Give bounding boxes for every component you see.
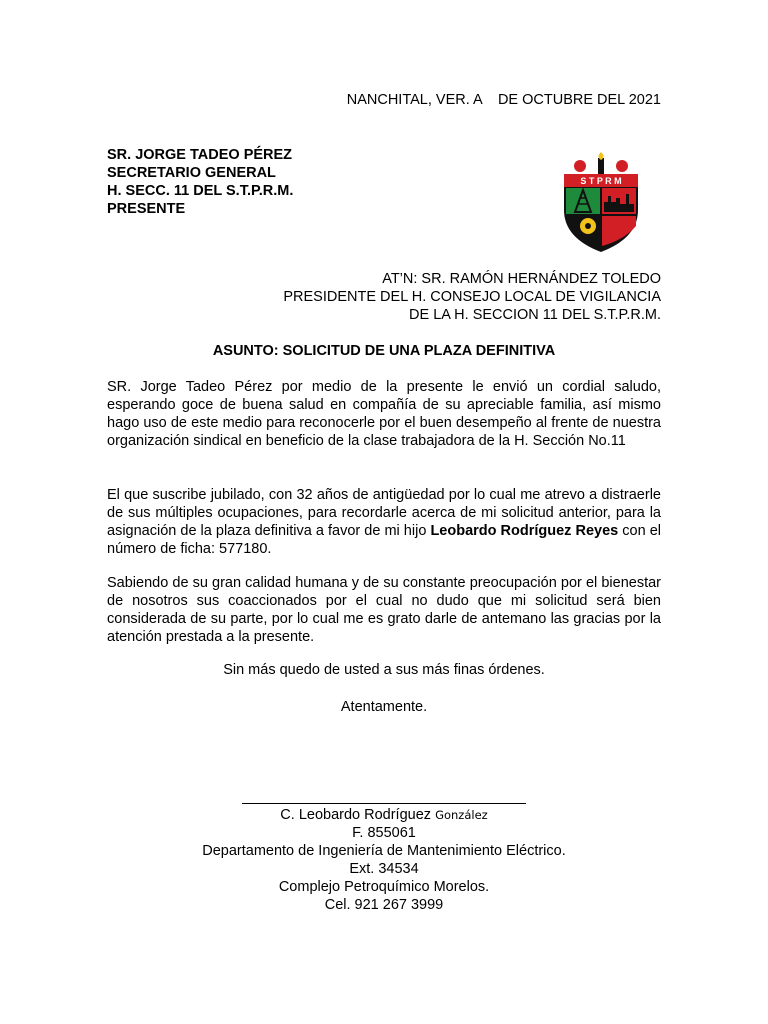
addressee-block bbox=[107, 146, 293, 218]
signature-block bbox=[0, 806, 768, 914]
paragraph-2-text: El que suscribe jubilado, con 32 años de antigüedad por lo cual me atrevo a distraerle de sus múltiples ocupaciones, para recordarle acerca de mi solicitud anterior, para la asignación de la plaza definitiva a favor de mi hijo bbox=[107, 487, 661, 539]
addressee-name: SR. JORGE TADEO PÉREZ bbox=[107, 147, 293, 163]
signature-name: C. Leobardo Rodríguez bbox=[280, 807, 436, 823]
body-paragraph-2 bbox=[107, 486, 661, 558]
subject-line: ASUNTO: SOLICITUD DE UNA PLAZA DEFINITIVA bbox=[212, 343, 556, 359]
body-paragraph-1: SR. Jorge Tadeo Pérez por medio de la presente le envió un cordial saludo, esperando goce de buena salud en compañía de su apreciable familia, así mismo hago uso de este medio para reconocerle por el buen desempeño al frente de nuestra organización sindical en beneficio de la clase trabajadora de la H. Sección No.11 bbox=[107, 379, 661, 449]
attention-line-3: DE LA H. SECCION 11 DEL S.T.P.R.M. bbox=[409, 307, 661, 323]
signature-line bbox=[242, 803, 526, 804]
attention-block bbox=[283, 270, 661, 324]
closing-atentamente: Atentamente. bbox=[340, 699, 428, 715]
stprm-shield-logo bbox=[560, 152, 642, 254]
attention-line-1: AT’N: SR. RAMÓN HERNÁNDEZ TOLEDO bbox=[382, 271, 661, 287]
attention-line-2: PRESIDENTE DEL H. CONSEJO LOCAL DE VIGILANCIA bbox=[283, 289, 661, 305]
body-paragraph-3: Sabiendo de su gran calidad humana y de su constante preocupación por el bienestar de nosotros sus coaccionados por el cual no dudo que mi solicitud será bien considerada de su parte, por lo cual me es grato darle de antemano las gracias por la atención prestada a la presente. bbox=[107, 575, 661, 645]
closing-line: Sin más quedo de usted a sus más finas órdenes. bbox=[223, 662, 545, 678]
signature-surname: González bbox=[435, 808, 488, 822]
signature-name-line bbox=[0, 806, 768, 824]
date-line: NANCHITAL, VER. A DE OCTUBRE DEL 2021 bbox=[346, 92, 661, 108]
paragraph-2-ficha: con el número de ficha: 577180. bbox=[107, 523, 661, 557]
signature-extension: Ext. 34534 bbox=[349, 861, 419, 877]
signature-department: Departamento de Ingeniería de Mantenimiento Eléctrico. bbox=[202, 843, 566, 859]
addressee-section: H. SECC. 11 DEL S.T.P.R.M. bbox=[107, 183, 294, 199]
logo-letters: S T P R M bbox=[580, 176, 622, 186]
signature-phone: Cel. 921 267 3999 bbox=[324, 897, 444, 913]
addressee-presente: PRESENTE bbox=[107, 201, 186, 217]
signature-ficha: F. 855061 bbox=[352, 825, 416, 841]
addressee-title: SECRETARIO GENERAL bbox=[107, 165, 276, 181]
signature-complex: Complejo Petroquímico Morelos. bbox=[278, 879, 490, 895]
son-name: Leobardo Rodríguez Reyes bbox=[430, 523, 619, 539]
